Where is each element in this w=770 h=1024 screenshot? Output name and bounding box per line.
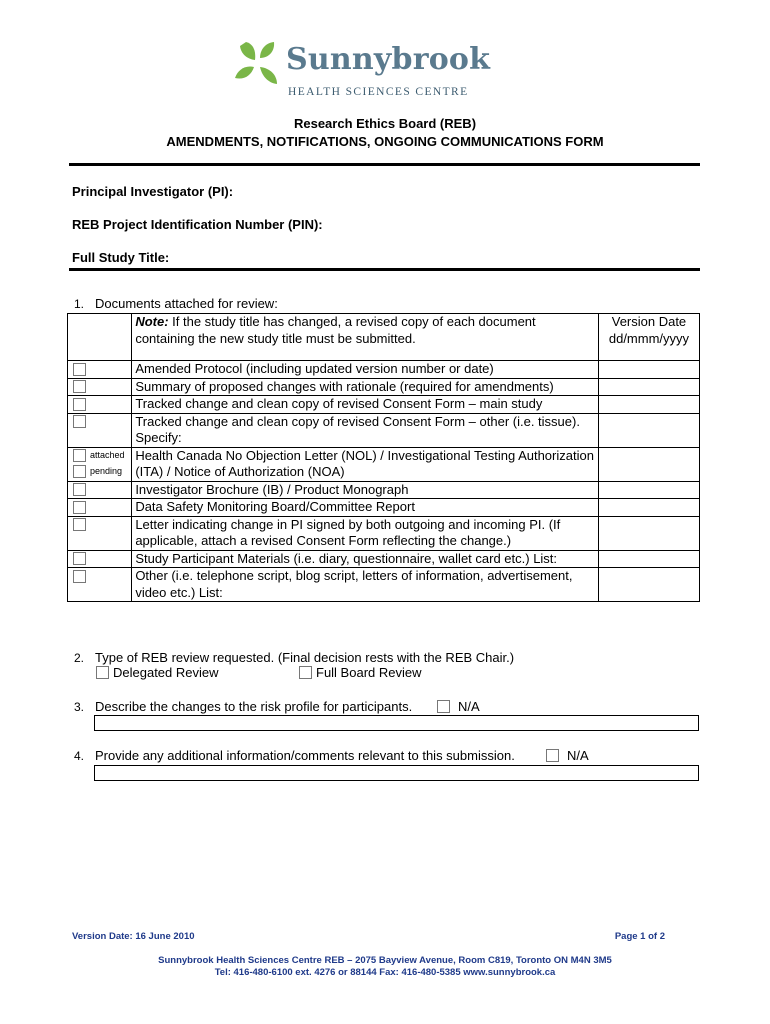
full-board-review-label: Full Board Review <box>316 665 422 680</box>
section3-na-option[interactable] <box>437 699 480 714</box>
consent-main-checkbox[interactable] <box>73 398 86 411</box>
table-row <box>68 413 700 447</box>
health-canada-pending-checkbox[interactable] <box>73 465 86 478</box>
investigator-brochure-checkbox[interactable] <box>73 483 86 496</box>
attached-label: attached <box>90 450 125 461</box>
version-date-header <box>598 314 699 361</box>
section2-text: Type of REB review requested. (Final decision rests with the REB Chair.) <box>95 650 515 665</box>
dsmb-report-checkbox[interactable] <box>73 501 86 514</box>
note-label: Note: <box>135 314 169 329</box>
version-date-input[interactable] <box>598 396 699 414</box>
footer-version-date: Version Date: 16 June 2010 <box>72 931 195 942</box>
table-row <box>68 378 700 396</box>
row-label: Investigator Brochure (IB) / Product Monograph <box>132 481 599 499</box>
delegated-review-checkbox[interactable] <box>96 666 109 679</box>
pi-field-label[interactable]: Principal Investigator (PI): <box>72 184 234 199</box>
version-date-input[interactable] <box>598 378 699 396</box>
footer-address: Sunnybrook Health Sciences Centre REB – 2075 Bayview Avenue, Room C819, Toronto ON M4N 3M5 <box>158 955 612 966</box>
version-date-input[interactable] <box>598 550 699 568</box>
table-row <box>68 396 700 414</box>
logo-name: Sunnybrook <box>286 42 491 77</box>
section3-na-label: N/A <box>458 699 480 714</box>
consent-other-checkbox[interactable] <box>73 415 86 428</box>
section1-number: 1. <box>74 297 85 311</box>
table-row <box>68 516 700 550</box>
pending-label: pending <box>90 466 123 477</box>
full-board-review-checkbox[interactable] <box>299 666 312 679</box>
documents-table <box>67 313 700 602</box>
sunnybrook-logo <box>232 38 492 104</box>
section3-text: Describe the changes to the risk profile for participants. <box>95 699 413 714</box>
table-row <box>68 481 700 499</box>
version-date-input[interactable] <box>598 516 699 550</box>
fields-divider <box>69 268 700 271</box>
section4-na-label: N/A <box>567 748 589 763</box>
table-header-row <box>68 314 700 361</box>
section4-number: 4. <box>74 749 85 763</box>
row-label: Health Canada No Objection Letter (NOL) / Investigational Testing Authorization (ITA) / Notice of Authorization (NOA) <box>132 447 599 481</box>
delegated-review-option[interactable] <box>96 665 219 680</box>
row-label: Summary of proposed changes with rationale (required for amendments) <box>132 378 599 396</box>
section4-na-checkbox[interactable] <box>546 749 559 762</box>
version-date-input[interactable] <box>598 413 699 447</box>
delegated-review-label: Delegated Review <box>113 665 219 680</box>
footer-page-number: Page 1 of 2 <box>614 931 665 942</box>
header-divider <box>69 163 700 166</box>
section2-number: 2. <box>74 651 85 665</box>
page-title-line1: Research Ethics Board (REB) <box>293 116 477 131</box>
version-date-format: dd/mmm/yyyy <box>608 330 690 346</box>
version-date-input[interactable] <box>598 568 699 602</box>
row-label: Other (i.e. telephone script, blog script, letters of information, advertisement, video etc.) List: <box>132 568 599 602</box>
footer-contact: Tel: 416-480-6100 ext. 4276 or 88144 Fax: 416-480-5385 www.sunnybrook.ca <box>214 967 556 978</box>
additional-info-input[interactable] <box>94 765 699 781</box>
participant-materials-checkbox[interactable] <box>73 552 86 565</box>
version-date-input[interactable] <box>598 481 699 499</box>
section3-number: 3. <box>74 700 85 714</box>
table-row <box>68 499 700 517</box>
table-row <box>68 550 700 568</box>
version-date-input[interactable] <box>598 361 699 379</box>
note-cell <box>132 314 599 361</box>
health-canada-attached-checkbox[interactable] <box>73 449 86 462</box>
row-label: Tracked change and clean copy of revised Consent Form – other (i.e. tissue). Specify: <box>132 413 599 447</box>
page-title-line2: AMENDMENTS, NOTIFICATIONS, ONGOING COMMUNICATIONS FORM <box>166 134 604 149</box>
study-title-field-label[interactable]: Full Study Title: <box>72 250 170 265</box>
table-row <box>68 568 700 602</box>
table-row <box>68 361 700 379</box>
note-text: If the study title has changed, a revised copy of each document containing the new study title must be submitted. <box>135 314 536 346</box>
pin-field-label[interactable]: REB Project Identification Number (PIN): <box>72 217 323 232</box>
row-label: Tracked change and clean copy of revised Consent Form – main study <box>132 396 599 414</box>
row-label: Study Participant Materials (i.e. diary, questionnaire, wallet card etc.) List: <box>132 550 599 568</box>
summary-changes-checkbox[interactable] <box>73 380 86 393</box>
section4-text: Provide any additional information/comments relevant to this submission. <box>95 748 515 763</box>
table-row <box>68 447 700 481</box>
pi-change-letter-checkbox[interactable] <box>73 518 86 531</box>
logo-subtitle: HEALTH SCIENCES CENTRE <box>288 86 469 98</box>
section3-na-checkbox[interactable] <box>437 700 450 713</box>
leaf-logo-icon <box>232 40 282 86</box>
row-label: Data Safety Monitoring Board/Committee Report <box>132 499 599 517</box>
row-label: Amended Protocol (including updated version number or date) <box>132 361 599 379</box>
version-date-input[interactable] <box>598 499 699 517</box>
risk-profile-input[interactable] <box>94 715 699 731</box>
amended-protocol-checkbox[interactable] <box>73 363 86 376</box>
section1-heading: Documents attached for review: <box>95 296 278 311</box>
version-date-input[interactable] <box>598 447 699 481</box>
full-board-review-option[interactable] <box>299 665 422 680</box>
row-label: Letter indicating change in PI signed by both outgoing and incoming PI. (If applicable, attach a revised Consent Form reflecting the change.) <box>132 516 599 550</box>
version-date-label: Version Date <box>611 314 687 329</box>
other-documents-checkbox[interactable] <box>73 570 86 583</box>
section4-na-option[interactable] <box>546 748 589 763</box>
